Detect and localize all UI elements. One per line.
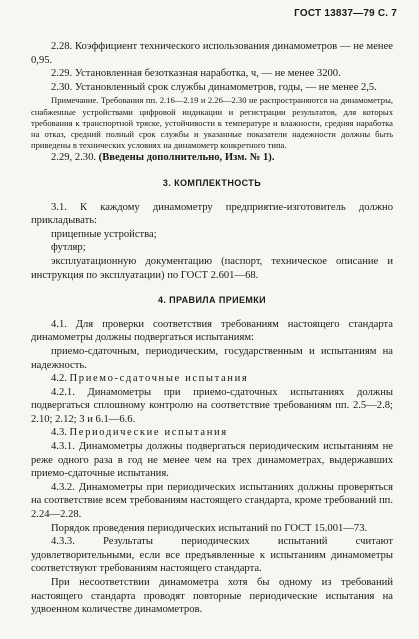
paragraph-2-29: 2.29. Установленная безотказная наработка, ч, — не менее 3200. <box>51 68 341 80</box>
paragraph-4-1-types: приемо-сдаточным, периодическим, государственным и испытаниям на надежность. <box>31 345 393 371</box>
paragraph-3-1: 3.1. К каждому динамометру предприятие-изготовитель должно прикладывать: <box>31 201 393 227</box>
paragraph-4-2-1: 4.2.1. Динамометры при приемо-сдаточных испытаниях должны подвергаться сплошному контролю на соответствие требованиям пп. 2.5—2.8; 2.10; 2.12; 3 и 6.1—6.6. <box>31 386 393 425</box>
amendment-line <box>31 151 393 165</box>
amendment-prefix: 2.29, 2.30. <box>51 152 99 164</box>
paragraph-4-1: 4.1. Для проверки соответствия требованиям настоящего стандарта динамометры должны подвергаться испытаниям: <box>31 318 393 344</box>
subheading-4-2 <box>31 372 393 386</box>
paragraph-2-28: 2.28. Коэффициент технического использования динамометров — не менее 0,95. <box>31 41 393 66</box>
list-item-case: футляр; <box>51 242 86 254</box>
paragraph-2-30: 2.30. Установленный срок службы динамометров, годы, — не менее 2,5. <box>51 81 377 93</box>
page-header: ГОСТ 13837—79 С. 7 <box>294 8 397 19</box>
subheading-4-3-title: Периодические испытания <box>69 427 228 439</box>
subheading-4-2-number: 4.2. <box>51 373 70 385</box>
paragraph-retest: При несоответствии динамометра хотя бы одному из требований настоящего стандарта проводят повторные периодические испытания на удвоенном количестве динамометров. <box>31 577 393 616</box>
paragraph-4-3-3: 4.3.3. Результаты периодических испытаний считают удовлетворительными, если все предъявленные к испытаниям динамометры соответствуют требованиям настоящего стандарта. <box>31 536 393 575</box>
list-item-documentation: эксплуатационную документацию (паспорт, техническое описание и инструкция по эксплуатации) по ГОСТ 2.601—68. <box>31 255 393 281</box>
document-body <box>31 40 393 617</box>
paragraph-4-3-2: 4.3.2. Динамометры при периодических испытаниях должны проверяться на соответствие всем требованиям настоящего стандарта, кроме требований пп. 2.24—2.28. <box>31 481 393 521</box>
section-heading-acceptance: 4. ПРАВИЛА ПРИЕМКИ <box>157 295 267 306</box>
subheading-4-2-title: Приемо-сдаточные испытания <box>69 373 249 385</box>
amendment-text: (Введены дополнительно, Изм. № 1). <box>98 152 275 164</box>
list-item-hitches: прицепные устройства; <box>51 228 157 240</box>
subheading-4-3-number: 4.3. <box>51 427 70 439</box>
paragraph-4-3-1: 4.3.1. Динамометры должны подвергаться периодическим испытаниям не реже одного раза в год не менее чем на трех динамометрах, выдержавших приемо-сдаточные испытания. <box>31 441 393 480</box>
section-heading-completeness: 3. КОМПЛЕКТНОСТЬ <box>162 177 262 188</box>
note-paragraph: Примечание. Требования пп. 2.16—2.19 и 2.26—2.30 не распространяются на динамометры, снабженные устройствами цифровой индикации и регистрации результатов, для которых требования к транспортной тряске, устойчивости к температуре и влажности, средняя наработка на отказ, средний полный срок службы и указанные показатели надежности должны быть приведены в технических условиях на динамометр конкретного типа. <box>31 95 393 151</box>
paragraph-procedure: Порядок проведения периодических испытаний по ГОСТ 15.001—73. <box>51 522 368 534</box>
subheading-4-3 <box>31 426 393 440</box>
